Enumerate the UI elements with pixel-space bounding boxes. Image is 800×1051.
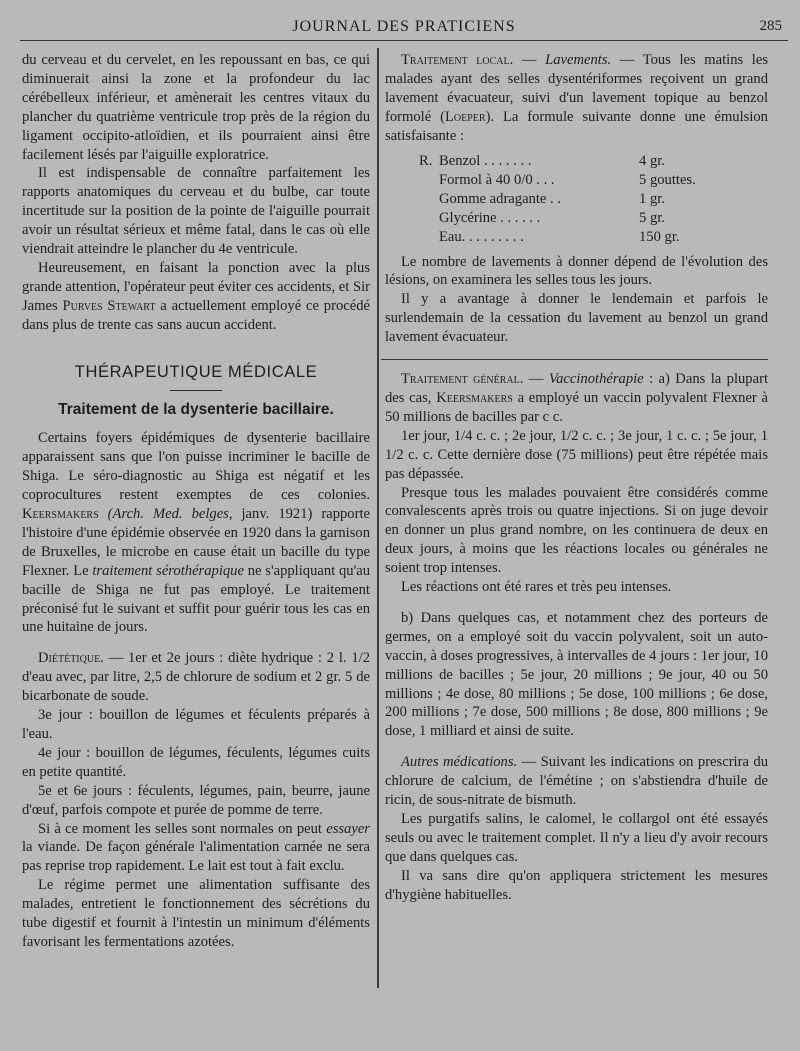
- subsection-label: Traitement général.: [401, 371, 524, 388]
- paragraph: Le régime permet une alimentation suffisante des malades, entretient le fonctionnement des sécrétions du tube digestif et fournit à l'intestin un minimum d'éléments favorisant les fermentations azotées.: [22, 877, 370, 950]
- paragraph: Si à ce moment les selles sont normales on peut essayer la viande. De façon générale l'alimentation carnée ne sera pas reprise trop rapidement. Le lait est tout à fait exclu.: [22, 820, 370, 875]
- column-divider: [377, 48, 379, 988]
- formula-row: Glycérine . . . . . . 5 gr.: [439, 209, 665, 226]
- paragraph: Traitement général. — Vaccinothérapie : a) Dans la plupart des cas, Keersmakers a employé un vaccin polyvalent Flexner à 50 millions de bacilles par c c.: [385, 371, 768, 425]
- formula-row: Formol à 40 0/0 . . . 5 gouttes.: [439, 171, 696, 188]
- article-title: Traitement de la dysenterie bacillaire.: [58, 400, 334, 418]
- section-title: THÉRAPEUTIQUE MÉDICALE: [74, 362, 318, 381]
- paragraph: Il va sans dire qu'on appliquera strictement les mesures d'hygiène habituelles.: [385, 867, 768, 903]
- paragraph: 5e et 6e jours : féculents, légumes, pain, beurre, jaune d'œuf, parfois compote et purée de pomme de terre.: [22, 782, 370, 818]
- paragraph: 3e jour : bouillon de légumes et féculents préparés à l'eau.: [22, 707, 370, 742]
- subsection-label: Diététique.: [38, 650, 104, 667]
- subsection-label: Traitement local.: [401, 52, 514, 68]
- paragraph: Certains foyers épidémiques de dysenterie bacillaire apparaissent sans que l'on puisse incriminer le bacille de Shiga. Le séro-diagnostic au Shiga est négatif et les coprocultures restent exemptes de ces colonies. Keersmakers (Arch. Med. belges, janv. 1921) rapporte l'histoire d'une épidémie observée en 1920 dans la garnison de Bruxelles, le microbe en cause était un bacille du type Flexner. Le traitement sérothérapique ne s'appliquant qu'au bacille de Shiga ne fut pas employé. Le traitement préconisé fut le suivant et suffit pour guérir tous les cas en une huitaine de jours.: [22, 430, 370, 636]
- author-name: Purves Stewart: [62, 297, 156, 314]
- paragraph: Il y a avantage à donner le lendemain et parfois le surlendemain de la cessation du lavement au benzol un grand lavement évacuateur.: [385, 291, 768, 346]
- paragraph: Autres médications. — Suivant les indications on prescrira du chlorure de calcium, de l'émétine ; on s'abstiendra d'huile de ricin, de sous-nitrate de bismuth.: [385, 754, 768, 809]
- divider: [381, 359, 768, 360]
- paragraph: 1er jour, 1/4 c. c. ; 2e jour, 1/2 c. c. ; 3e jour, 1 c. c. ; 5e jour, 1 1/2 c. c. Cette dernière dose (75 millions) peut être répétée mais pas dépassée.: [385, 427, 768, 482]
- spacer: [385, 741, 768, 753]
- spacer: [22, 637, 370, 649]
- right-column: [385, 51, 768, 905]
- paragraph: Les réactions ont été rares et très peu intenses.: [401, 579, 672, 596]
- author-name: Keersmakers: [22, 506, 99, 523]
- formula-row: Eau. . . . . . . . . 150 gr.: [439, 228, 680, 245]
- paragraph: b) Dans quelques cas, et notamment chez des porteurs de germes, on a employé soit du vaccin polyvalent, soit un auto-vaccin, à doses progressives, à intervalles de 4 jours : 1er jour, 10 millions de bacilles ; 5e jour, 20 millions ; 9e jour, 40 ou 50 millions ; 4e dose, 80 millions ; 5e dose, 100 millions ; 6e dose, 200 millions ; 7e dose, 500 millions ; 8e dose, 800 millions ; 9e dose, 1 milliard et ainsi de suite.: [385, 609, 768, 740]
- formula-row: Gomme adragante . . 1 gr.: [439, 190, 665, 207]
- divider: [170, 390, 222, 391]
- author-name: Keersmakers: [436, 389, 513, 406]
- formula-row: R. Benzol . . . . . . . 4 gr.: [419, 152, 665, 169]
- paragraph: 4e jour : bouillon de légumes, féculents, légumes cuits en petite quantité.: [22, 744, 370, 780]
- paragraph: Diététique. — 1er et 2e jours : diète hydrique : 2 l. 1/2 d'eau avec, par litre, 2,5 de chlorure de sodium et 2 gr. 5 de bicarbonate de soude.: [22, 650, 370, 705]
- paragraph: Le nombre de lavements à donner dépend de l'évolution des lésions, on examinera les selles tous les jours.: [385, 253, 768, 289]
- paragraph: Traitement local. — Lavements. — Tous les matins les malades ayant des selles dysentériformes reçoivent un grand lavement évacuateur, suivi d'un lavement topique au benzol formolé (Loeper). La formule suivante donne une émulsion satisfaisante :: [385, 52, 769, 144]
- formula-list: [419, 152, 739, 247]
- paragraph: Les purgatifs salins, le calomel, le collargol ont été essayés seuls ou avec le traitement complet. Il n'y a lieu d'y avoir recours que dans quelques cas.: [385, 811, 768, 865]
- left-column: [22, 51, 370, 952]
- running-header: [20, 18, 788, 41]
- journal-title: JOURNAL DES PRATICIENS: [292, 18, 516, 35]
- author-name: Loeper: [444, 108, 486, 125]
- spacer: [385, 597, 768, 609]
- paragraph: Il est indispensable de connaître parfaitement les rapports anatomiques du cerveau et du bulbe, car toute incertitude sur la position de la pointe de l'aiguille pourrait avoir un résultat sérieux et même fatal, dans le cas où elle viendrait atteindre le plancher du 4e ventricule.: [22, 165, 370, 258]
- paragraph: du cerveau et du cervelet, en les repoussant en bas, ce qui diminuerait ainsi la zone et la profondeur du lac cérébelleux inférieur, et amènerait les centres vitaux du plancher du quatrième ventricule trop près de la région du ligament occipito-atloïdien, et ils pourraient ainsi être facilement lésés par l'aiguille exploratrice.: [22, 52, 370, 163]
- paragraph: Presque tous les malades pouvaient être considérés comme convalescents après trois ou quatre injections. Si on juge devoir en donner un plus grand nombre, on les continuera de deux en deux jours, à moins que les réactions locales ou générales ne soient trop intenses.: [385, 484, 768, 577]
- paragraph: Heureusement, en faisant la ponction avec la plus grande attention, l'opérateur peut éviter ces accidents, et Sir James Purves Stewart a actuellement employé ce procédé dans plus de trente cas sans aucun accident.: [22, 259, 370, 333]
- page-number: 285: [759, 18, 782, 34]
